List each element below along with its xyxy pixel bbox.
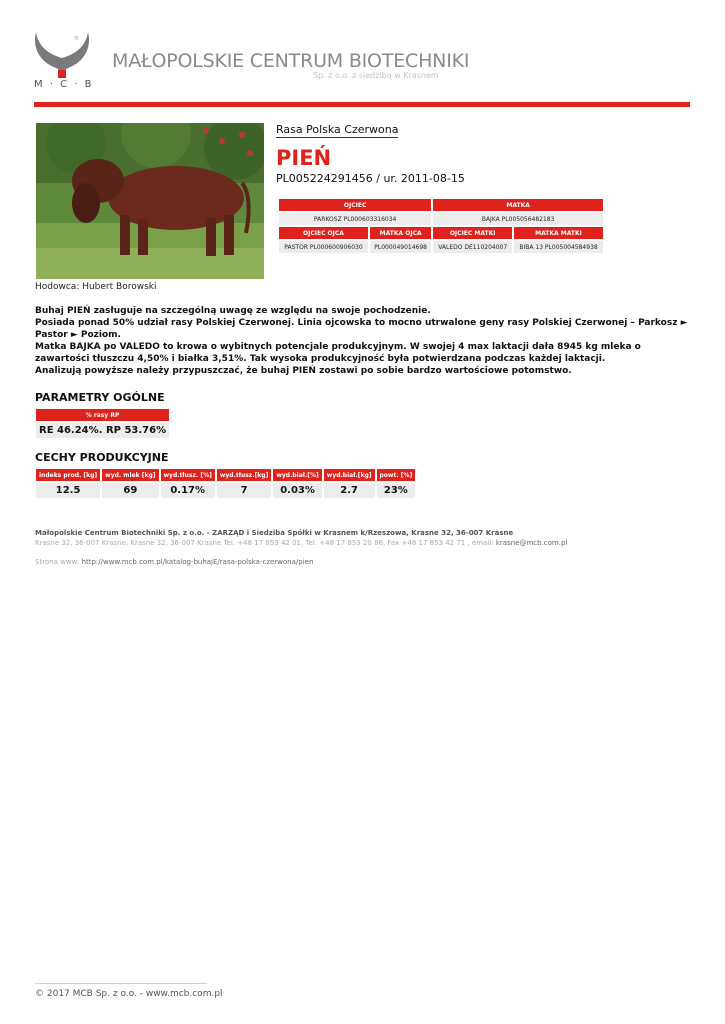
logo-letters: M · C · B	[34, 79, 94, 90]
production-value: 69	[102, 483, 158, 498]
pedigree-header-sire-dam: MATKA OJCA	[370, 227, 431, 239]
footer-contact	[35, 539, 567, 547]
header-red-bar	[34, 102, 690, 107]
copyright: © 2017 MCB Sp. z o.o. - www.mcb.com.pl	[35, 989, 223, 999]
pedigree-mother-header: MATKA	[433, 199, 603, 211]
production-table	[34, 467, 417, 500]
production-header: wyd.biał.[%]	[273, 469, 321, 481]
footer-url-label: Strona www:	[35, 558, 82, 566]
bull-name: PIEŃ	[276, 146, 332, 170]
description-paragraph: Buhaj PIEŃ zasługuje na szczególną uwagę ze względu na swoje pochodzenie.	[35, 306, 431, 316]
production-title: CECHY PRODUKCYJNE	[35, 451, 169, 464]
bull-photo	[36, 123, 264, 279]
breed-label: Rasa Polska Czerwona	[276, 123, 399, 136]
photo-caption: Hodowca: Hubert Borowski	[35, 282, 157, 292]
footer-company: Małopolskie Centrum Biotechniki Sp. z o.o. - ZARZĄD i Siedziba Spółki w Krasnem k/Rzeszowa, Krasne 32, 36-007 Krasne	[35, 529, 514, 537]
production-value: 7	[217, 483, 272, 498]
pedigree-header-sire-sire: OJCIEC OJCA	[279, 227, 368, 239]
description-paragraph: Matka BAJKA po VALEDO to krowa o wybitnych potencjale produkcyjnym. W swojej 4 max laktacji dała 8945 kg mleka o zawartości tłuszczu 4,50% i białka 3,51%. Tak wysoka produkcyjność była potwierdzana podczas każdej laktacji.	[35, 342, 641, 364]
production-header: wyd.biał.[kg]	[324, 469, 375, 481]
general-params-title: PARAMETRY OGÓLNE	[35, 391, 165, 404]
production-header: indeks prod. [kg]	[36, 469, 100, 481]
page-url-link[interactable]: http://www.mcb.com.pl/katalog-buhajE/rasa-polska-czerwona/pien	[81, 558, 314, 566]
description-paragraph: Analizują powyższe należy przypuszczać, że buhaj PIEŃ zostawi po sobie bardzo wartościowe potomstwo.	[35, 366, 572, 376]
pedigree-sire-dam: PL000049014698	[370, 241, 431, 253]
pedigree-table	[277, 197, 605, 255]
bull-id-line: PL005224291456 / ur. 2011-08-15	[276, 172, 465, 185]
pedigree-dam-sire: VALEDO DE110204007	[433, 241, 512, 253]
production-header: wyd.tłusz. [%]	[161, 469, 215, 481]
pedigree-dam-dam: BIBA 13 PL005004584938	[514, 241, 603, 253]
footer-contact-text: Krasne 32, 36-007 Krasne, Krasne 32, 36-007 Krasne Tel. +48 17 853 42 01, Tel. +48 17 853 20 88, Fax +48 17 853 42 71 , email:	[35, 539, 496, 547]
production-value: 0.03%	[273, 483, 321, 498]
email-link[interactable]: krasne@mcb.com.pl	[495, 539, 568, 547]
pedigree-mother: BAJKA PL005056482183	[433, 213, 603, 225]
production-header: powt. [%]	[377, 469, 416, 481]
bull-description	[35, 305, 690, 377]
production-value: 23%	[377, 483, 416, 498]
svg-text:®: ®	[74, 36, 79, 42]
pedigree-sire-sire: PASTOR PL000600906030	[279, 241, 368, 253]
description-paragraph: Posiada ponad 50% udział rasy Polskiej Czerwonej. Linia ojcowska to mocno utrwalone geny rasy Polskiej Czerwonej – Parkosz ► Pastor ► Poziom.	[35, 318, 688, 340]
footer-url-line	[35, 558, 313, 566]
production-value: 0.17%	[161, 483, 215, 498]
production-header: wyd.tłusz.[kg]	[217, 469, 272, 481]
general-params-table	[34, 407, 171, 440]
breed-share-value: RE 46.24%. RP 53.76%	[36, 423, 169, 438]
footer-divider	[35, 983, 207, 984]
brand-title: MAŁOPOLSKIE CENTRUM BIOTECHNIKI	[112, 50, 470, 72]
pedigree-father-header: OJCIEC	[279, 199, 431, 211]
production-value: 12.5	[36, 483, 100, 498]
pedigree-header-dam-sire: OJCIEC MATKI	[433, 227, 512, 239]
brand-subtitle: Sp. z o.o. z siedzibą w Krasnem	[313, 71, 439, 80]
breed-share-header: % rasy RP	[36, 409, 169, 421]
pedigree-father: PARKOSZ PL000603316034	[279, 213, 431, 225]
production-header: wyd. mlek [kg]	[102, 469, 158, 481]
pedigree-header-dam-dam: MATKA MATKI	[514, 227, 603, 239]
production-value: 2.7	[324, 483, 375, 498]
